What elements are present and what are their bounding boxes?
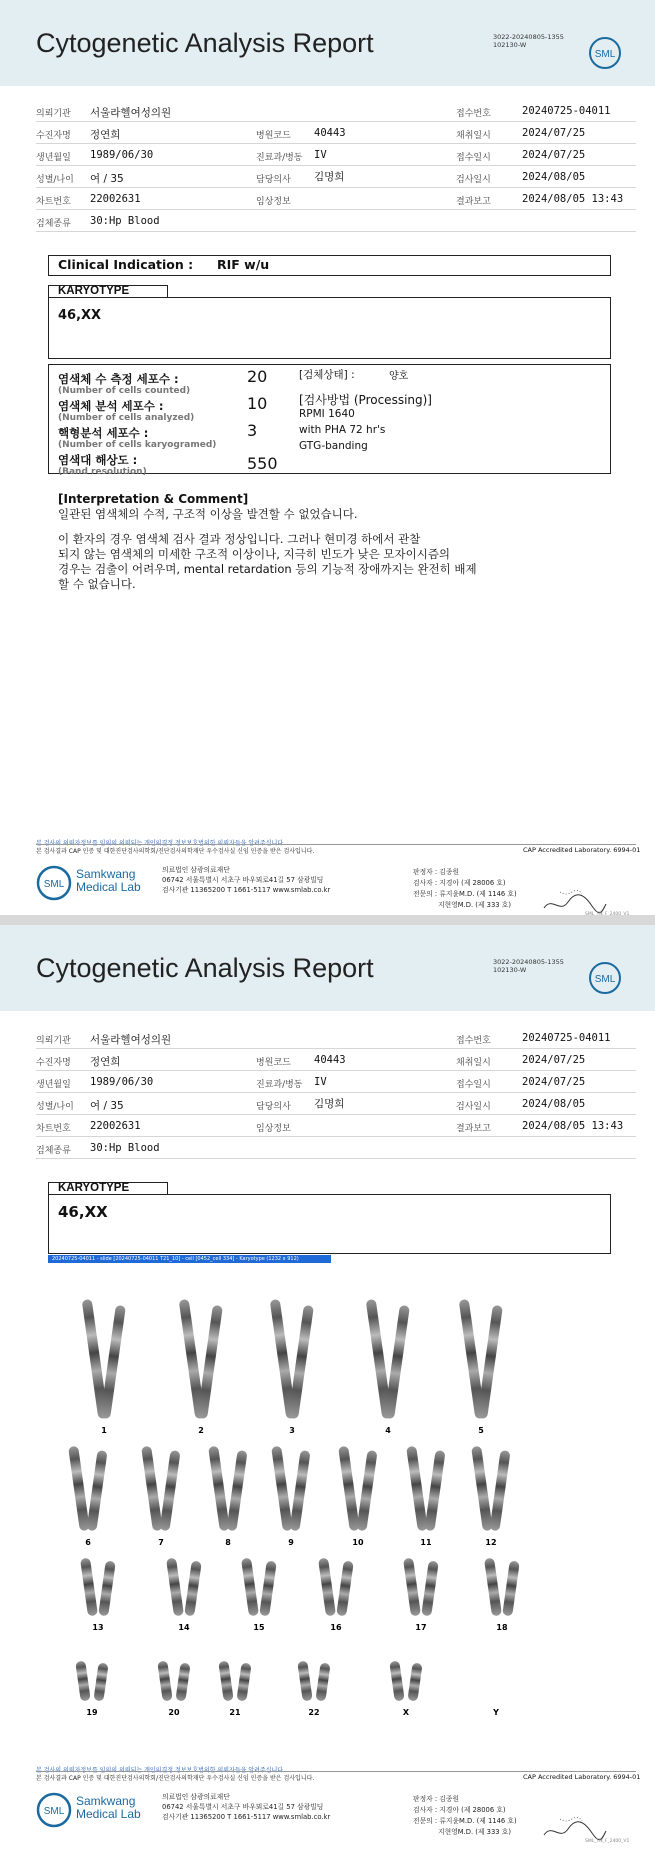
chromosome-label: 15 [253,1623,265,1632]
report-title: Cytogenetic Analysis Report [36,28,374,58]
chromosome-label: 22 [308,1708,320,1717]
clinical-indication-box: Clinical Indication : RIF w/u [48,255,611,276]
chromosome-label: Y [493,1708,499,1717]
cells-analyzed-value: 10 [247,394,268,413]
report-page-2: Cytogenetic Analysis Report 3022-20240805-1355 102130-W SML 의뢰기관 서울라헬여성의원 접수번호 20240725-04011 수진자명 정연희 병원코드 40443 채취일시 2024/07/25 생년월일 1989/06/30 진료과/병동 IV 접수일시 2024/07/25 성별/나이 여 / 35 담당의사 김명희 검사일시 2024/08/05 차트번호 22002631 임상정보 결과보고 2024/08/05 13:43 검체종류 30:Hp Blood KARYOTYPE 46,XX 본 검사의 의뢰자정보를 임의의 의뢰되는 개인의결정 정보보호법의한 의뢰자들을 알려주십니다. 본 검사결과 CAP 인증 및 대한진단검사의학회/진단검사의학재단 우수검사실 신임 인증을 받은 검사입니다. CAP Accredited Laboratory. 6994-01 SML Samkwang Medical Lab 의료법인 삼광의료재단 06742 서울특별시 서초구 바우뫼로41길 57 삼광빌딩 검사기관 11365200 T 1661-5117 www.smlab.co.kr 판정자 : 김종원 검사자 : 지경아 (제 28006 호) 전문의 : 류지윤M.D. (제 1146 호) 지현영M.D. (제 333 호) SML_TN_F_2400_V1 [0,925,655,1840]
chromosome-14 [184,1560,202,1616]
chromosome-18 [484,1558,502,1617]
karyotype-box [48,297,611,359]
chromosome-12 [471,1446,493,1532]
chromosome-X [407,1662,422,1701]
svg-text:SML: SML [594,49,616,60]
chromosome-label: 17 [415,1623,427,1632]
patient-name: 정연희 [90,129,121,141]
chromosome-1 [100,1305,126,1419]
sml-logo-icon [588,36,622,70]
chromosome-label: 5 [478,1426,484,1435]
karyotype-result: 46,XX [58,308,102,323]
chromosome-13 [98,1560,116,1616]
chromosome-label: 20 [168,1708,180,1717]
chromosome-19 [75,1660,90,1701]
chromosome-8 [208,1446,230,1532]
chromosome-6 [68,1446,90,1532]
chromosome-19 [93,1662,108,1701]
karyotype-tab: KARYOTYPE [48,1182,168,1194]
chromosome-22 [297,1660,312,1701]
chromosome-17 [403,1558,421,1617]
chromosome-18 [502,1560,520,1616]
chromosome-21 [236,1662,251,1701]
interpretation-comment: [Interpretation & Comment] 일관된 염색체의 수적, 구조적 이상을 발견할 수 없었습니다. 이 환자의 경우 염색체 검사 결과 정상입니다. 그러나 현미경 하에서 관찰 되지 않는 염색체의 미세한 구조적 이상이나, 지극히 빈도가 낮은 모자이시즘의 경우는 검출이 어려우며, mental retardation 등의 기능적 장애까지는 완전히 배제 할 수 없습니다. [58,492,477,591]
chromosome-9 [271,1446,293,1532]
chromosome-label: 6 [85,1538,91,1547]
chromosome-label: 21 [229,1708,241,1717]
karyogram-image [36,1265,636,1735]
chromosome-label: 14 [178,1623,190,1632]
chromosome-label: 10 [352,1538,364,1547]
cell-counts-box: 염색체 수 측정 세포수 : (Number of cells counted) 염색체 분석 세포수 : (Number of cells analyzed) 핵형분석 세포수 : (Number of cells karyogramed) 염색대 해상도 : (Band resolution) 20 10 3 550 [검체상태] : 양호 [검사방법 (Processing)] RPMI 1640 with PHA 72 hr's GTG-banding [48,364,611,474]
chromosome-12 [489,1450,510,1531]
receipt-no: 20240725-04011 [522,105,611,117]
chromosome-label: 2 [198,1426,204,1435]
karyotype-box: 46,XX [48,1194,611,1254]
chromosome-label: 11 [420,1538,432,1547]
chromosome-22 [315,1662,330,1701]
sml-logo-icon [36,1792,72,1828]
chromosome-label: 9 [288,1538,294,1547]
chromosome-20 [157,1660,172,1701]
report-code: 3022-20240805-1355 102130-W [493,33,564,49]
cells-karyogramed-value: 3 [247,421,258,440]
chromosome-14 [166,1558,184,1617]
report-header [0,0,655,86]
report-header: Cytogenetic Analysis Report 3022-20240805-1355 102130-W SML [0,925,655,1011]
chromosome-label: 19 [86,1708,98,1717]
chromosome-10 [356,1450,377,1531]
chromosome-13 [80,1558,98,1617]
chromosome-20 [175,1662,190,1701]
chromosome-11 [424,1450,445,1531]
chromosome-15 [259,1560,277,1616]
chromosome-7 [159,1450,180,1531]
chromosome-label: 3 [289,1426,295,1435]
chromosome-8 [226,1450,247,1531]
institution: 서울라헬여성의원 [90,107,172,119]
report-page-1: Cytogenetic Analysis Report 3022-20240805-1355 102130-W SML 의뢰기관 서울라헬여성의원 접수번호 20240725-04011 수진자명 정연희 병원코드 40443 채취일시 2024/07/25 생년월일 1989/06/30 진료과/병동 IV 접수일시 2024/07/25 성별/나이 여 / 35 담당의사 김명희 검사일시 2024/08/05 차트번호 22002631 임상정보 결과보고 2024/08/05 13:43 검체종류 30:Hp Blood Clinical Indication : RIF w/u KARYOTYPE 46,XX 염색체 수 측정 세포수 : (Number of cells counted) 염색체 분석 세포수 : (Number of cells analyzed) 핵형분석 세포수 : (Number of cells karyogramed) 염색대 해상도 : (Band resolution) 20 10 3 550 [검체상태] : 양호 [검사방법 (Processing)] RPMI 1640 with PHA 72 hr's GTG-banding [Interpretation & Comment] 일관된 염색체의 수적, 구조적 이상을 발견할 수 없었습니다. 이 환자의 경우 염색체 검사 결과 정상입니다. 그러나 현미경 하에서 관찰 되지 않는 염색체의 미세한 구조적 이상이나, 지극히 빈도가 낮은 모자이시즘의 경우는 검출이 어려우며, mental retardation 등의 기능적 장애까지는 완전히 배제 할 수 없습니다. 본 검사의 의뢰자정보를 임의의 의뢰되는 개인의결정 정보보호법의한 의뢰자들을 알려주십니다. 본 검사결과 CAP 인증 및 대한진단검사의학회/진단검사의학재단 우수검사실 신임 인증을 받은 검사입니다. CAP Accredited Laboratory. 6994-01 SML Samkwang Medical Lab 의료법인 삼광의료재단 06742 서울특별시 서초구 바우뫼로41길 57 삼광빌딩 검사기관 11365200 T 1661-5117 www.smlab.co.kr 판정자 : 김종원 검사자 : 지경아 (제 28006 호) 전문의 : 류지윤M.D. (제 1146 호) 지현영M.D. (제 333 호) [0,0,655,915]
samkwang-logo: SML Samkwang Medical Lab [36,1792,156,1832]
chromosome-11 [406,1446,428,1532]
chromosome-3 [288,1305,314,1419]
chromosome-6 [86,1450,107,1531]
cells-counted-value: 20 [247,367,268,386]
chromosome-10 [338,1446,360,1532]
chromosome-label: 1 [101,1426,107,1435]
chromosome-label: 8 [225,1538,231,1547]
chromosome-4 [384,1305,410,1419]
band-resolution-value: 550 [247,454,278,473]
samkwang-logo: SML Samkwang Medical Lab [36,865,156,905]
chromosome-label: 18 [496,1623,508,1632]
chromosome-15 [241,1558,259,1617]
svg-text:SML: SML [594,974,616,985]
sml-logo-icon [36,865,72,901]
karyotype-tab: KARYOTYPE [48,285,168,297]
chromosome-16 [318,1558,336,1617]
chromosome-label: 16 [330,1623,342,1632]
chromosome-5 [477,1305,503,1419]
sml-logo-icon [588,961,622,995]
chromosome-label: 7 [158,1538,164,1547]
svg-text:SML: SML [43,1806,65,1817]
chromosome-17 [421,1560,439,1616]
chromosome-label: 12 [485,1538,497,1547]
karyogram-image-label: 20240725-04011 - slide [20240725-04011 T21_10] - cell [0452_cell 334] - Karyotype (1232 x 912) [48,1255,331,1263]
chromosome-label: 13 [92,1623,104,1632]
chromosome-7 [141,1446,163,1532]
chromosome-21 [218,1660,233,1701]
chromosome-label: X [402,1708,410,1717]
chromosome-2 [197,1305,223,1419]
chromosome-X [389,1660,404,1701]
chromosome-label: 4 [385,1426,391,1435]
chromosome-16 [336,1560,354,1616]
page-separator [0,915,655,925]
chromosome-9 [289,1450,310,1531]
svg-text:SML: SML [43,879,65,890]
